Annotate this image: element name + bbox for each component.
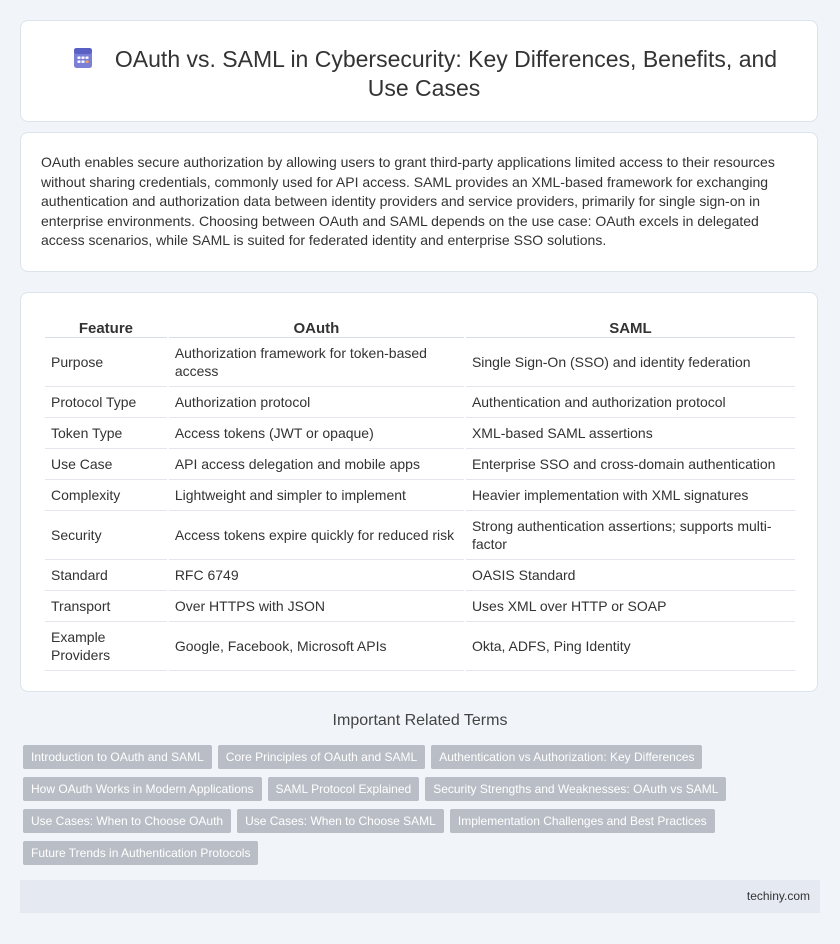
oauth-cell: Authorization protocol xyxy=(169,387,464,418)
oauth-cell: Over HTTPS with JSON xyxy=(169,591,464,622)
related-terms-title: Important Related Terms xyxy=(332,712,508,729)
saml-cell: Single Sign-On (SSO) and identity federation xyxy=(466,338,795,387)
footer-site[interactable]: techiny.com xyxy=(746,889,810,903)
comparison-table xyxy=(43,315,797,671)
feature-cell: Standard xyxy=(45,560,167,591)
table-row xyxy=(45,560,795,591)
page-header xyxy=(61,45,787,103)
oauth-cell: API access delegation and mobile apps xyxy=(169,449,464,480)
feature-cell: Example Providers xyxy=(45,622,167,671)
table-row xyxy=(45,449,795,480)
comparison-card xyxy=(20,292,818,692)
table-row xyxy=(45,387,795,418)
related-term-tag[interactable]: Use Cases: When to Choose OAuth xyxy=(23,809,231,833)
page-title: OAuth vs. SAML in Cybersecurity: Key Differences, Benefits, and Use Cases xyxy=(114,46,778,101)
footer xyxy=(20,880,820,913)
oauth-cell: Authorization framework for token-based access xyxy=(169,338,464,387)
document-icon xyxy=(71,46,95,70)
related-term-tag[interactable]: Use Cases: When to Choose SAML xyxy=(237,809,444,833)
related-term-tag[interactable]: Implementation Challenges and Best Practices xyxy=(450,809,715,833)
title-card xyxy=(20,20,818,122)
table-row xyxy=(45,511,795,560)
oauth-cell: Lightweight and simpler to implement xyxy=(169,480,464,511)
header-saml: SAML xyxy=(466,315,795,338)
table-row xyxy=(45,591,795,622)
table-row xyxy=(45,338,795,387)
related-term-tag[interactable]: SAML Protocol Explained xyxy=(268,777,420,801)
feature-cell: Security xyxy=(45,511,167,560)
saml-cell: Enterprise SSO and cross-domain authentication xyxy=(466,449,795,480)
saml-cell: Uses XML over HTTP or SOAP xyxy=(466,591,795,622)
header-oauth: OAuth xyxy=(169,315,464,338)
feature-cell: Use Case xyxy=(45,449,167,480)
feature-cell: Complexity xyxy=(45,480,167,511)
related-term-tag[interactable]: Security Strengths and Weaknesses: OAuth vs SAML xyxy=(425,777,726,801)
oauth-cell: Access tokens expire quickly for reduced risk xyxy=(169,511,464,560)
saml-cell: Okta, ADFS, Ping Identity xyxy=(466,622,795,671)
related-term-tag[interactable]: Authentication vs Authorization: Key Differences xyxy=(431,745,702,769)
table-row xyxy=(45,480,795,511)
saml-cell: XML-based SAML assertions xyxy=(466,418,795,449)
related-term-tag[interactable]: How OAuth Works in Modern Applications xyxy=(23,777,262,801)
feature-cell: Token Type xyxy=(45,418,167,449)
feature-cell: Transport xyxy=(45,591,167,622)
saml-cell: Strong authentication assertions; supports multi-factor xyxy=(466,511,795,560)
feature-cell: Protocol Type xyxy=(45,387,167,418)
oauth-cell: RFC 6749 xyxy=(169,560,464,591)
related-terms-list xyxy=(23,745,803,865)
table-header-row xyxy=(45,315,795,338)
related-term-tag[interactable]: Future Trends in Authentication Protocols xyxy=(23,841,258,865)
saml-cell: Authentication and authorization protocol xyxy=(466,387,795,418)
oauth-cell: Access tokens (JWT or opaque) xyxy=(169,418,464,449)
table-row xyxy=(45,622,795,671)
related-term-tag[interactable]: Introduction to OAuth and SAML xyxy=(23,745,212,769)
header-feature: Feature xyxy=(45,315,167,338)
related-term-tag[interactable]: Core Principles of OAuth and SAML xyxy=(218,745,425,769)
saml-cell: Heavier implementation with XML signatures xyxy=(466,480,795,511)
saml-cell: OASIS Standard xyxy=(466,560,795,591)
feature-cell: Purpose xyxy=(45,338,167,387)
table-row xyxy=(45,418,795,449)
oauth-cell: Google, Facebook, Microsoft APIs xyxy=(169,622,464,671)
intro-paragraph: OAuth enables secure authorization by allowing users to grant third-party applications limited access to their resources without sharing credentials, commonly used for API access. SAML provides an XML-based framework for exchanging authentication and authorization data between identity providers and service providers, primarily for single sign-on in enterprise environments. Choosing between OAuth and SAML depends on the use case: OAuth excels in delegated access scenarios, while SAML is suited for federated identity and enterprise SSO solutions. xyxy=(41,154,775,248)
intro-card xyxy=(20,132,818,272)
